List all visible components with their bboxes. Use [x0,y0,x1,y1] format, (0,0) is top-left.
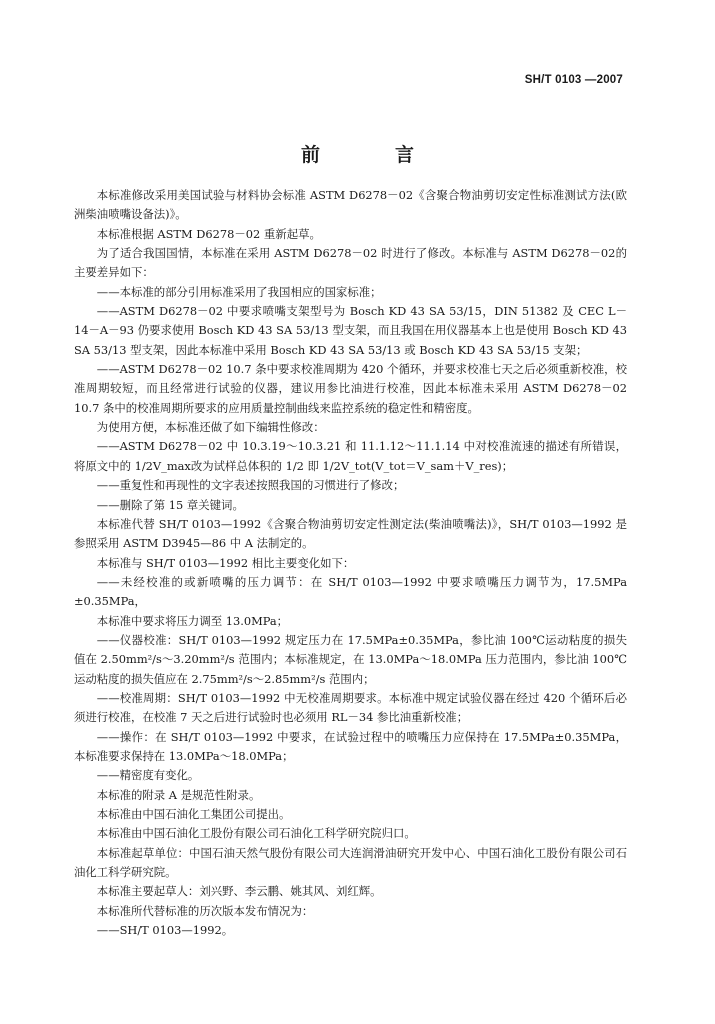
paragraph: 本标准的附录 A 是规范性附录。 [96,787,261,802]
paragraph: ——ASTM D6278－02 中 10.3.19～10.3.21 和 11.1.12～11.1.14 中对校准流速的描述有所错误，将原文中的 1/2V_max改为试样总体积的 1/2 即 1/2V_tot(V_tot＝V_sam＋V_res)； [74,439,627,473]
paragraph: ——本标准的部分引用标准采用了我国相应的国家标准； [96,284,382,299]
paragraph: ——SH/T 0103—1992。 [96,923,234,938]
paragraph: 本标准代替 SH/T 0103—1992《含聚合物油剪切安定性测定法(柴油喷嘴法)》，SH/T 0103—1992 是参照采用 ASTM D3945—86 中 A 法制定的。 [74,516,627,551]
paragraph: 本标准中要求将压力调至 13.0MPa； [96,613,289,628]
paragraph: 本标准起草单位：中国石油天然气股份有限公司大连润滑油研究开发中心、中国石油化工股份有限公司石油化工科学研究院。 [74,845,627,880]
paragraph: ——重复性和再现性的文字表述按照我国的习惯进行了修改； [96,478,405,493]
paragraph: 本标准由中国石油化工股份有限公司石油化工科学研究院归口。 [96,826,416,841]
page-title: 前 言 [300,144,442,166]
paragraph: 本标准与 SH/T 0103—1992 相比主要变化如下： [96,555,355,570]
paragraph: 本标准由中国石油化工集团公司提出。 [96,807,291,821]
paragraph: 为了适合我国国情，本标准在采用 ASTM D6278－02 时进行了修改。本标准与 ASTM D6278－02的主要差异如下： [74,246,627,280]
standard-code: SH/T 0103 —2007 [524,74,623,86]
paragraph: ——删除了第 15 章关键词。 [96,497,244,512]
paragraph: 本标准根据 ASTM D6278－02 重新起草。 [96,226,321,241]
foreword-body [74,186,627,940]
paragraph: ——未经校准的或新喷嘴的压力调节：在 SH/T 0103—1992 中要求喷嘴压力调节为，17.5MPa ±0.35MPa， [74,574,627,609]
paragraph: ——仪器校准：SH/T 0103—1992 规定压力在 17.5MPa±0.35MPa，参比油 100℃运动粘度的损失值在 2.50mm²/s～3.20mm²/s 范围内；本标准规定，在 13.0MPa～18.0MPa 压力范围内，参比油 100℃运动粘度的损失值应在 2.75mm²/s～2.85mm²/s 范围内； [74,632,627,686]
paragraph: 为使用方便，本标准还做了如下编辑性修改： [96,420,325,435]
paragraph: ——ASTM D6278－02 10.7 条中要求校准周期为 420 个循环，并要求校准七天之后必须重新校准，校准周期较短，而且经常进行试验的仪器，建议用参比油进行校准，因此本标准未采用 ASTM D6278－02 10.7 条中的校准周期所要求的应用质量控制曲线来监控系统的稳定性和精密度。 [74,362,627,415]
paragraph: 本标准修改采用美国试验与材料协会标准 ASTM D6278－02《含聚合物油剪切安定性标准测试方法(欧洲柴油喷嘴设备法)》。 [74,188,627,222]
paragraph: ——精密度有变化。 [96,768,200,783]
paragraph: ——操作：在 SH/T 0103—1992 中要求，在试验过程中的喷嘴压力应保持在 17.5MPa±0.35MPa，本标准要求保持在 13.0MPa～18.0MPa； [74,729,627,763]
paragraph: ——ASTM D6278－02 中要求喷嘴支架型号为 Bosch KD 43 SA 53/15，DIN 51382 及 CEC L－14－A－93 仍要求使用 Bosch KD 43 SA 53/13 型支架，而且我国在用仪器基本上也是使用 Bosch KD 43 SA 53/13 型支架，因此本标准中采用 Bosch KD 43 SA 53/13 或 Bosch KD 43 SA 53/15 支架； [74,304,627,357]
paragraph: ——校准周期：SH/T 0103—1992 中无校准周期要求。本标准中规定试验仪器在经过 420 个循环后必须进行校准，在校准 7 天之后进行试验时也必须用 RL－34 参比油重新校准； [74,690,627,725]
paragraph: 本标准主要起草人：刘兴野、李云鹏、姚其风、刘红辉。 [96,884,382,899]
paragraph: 本标准所代替标准的历次版本发布情况为： [96,903,314,918]
